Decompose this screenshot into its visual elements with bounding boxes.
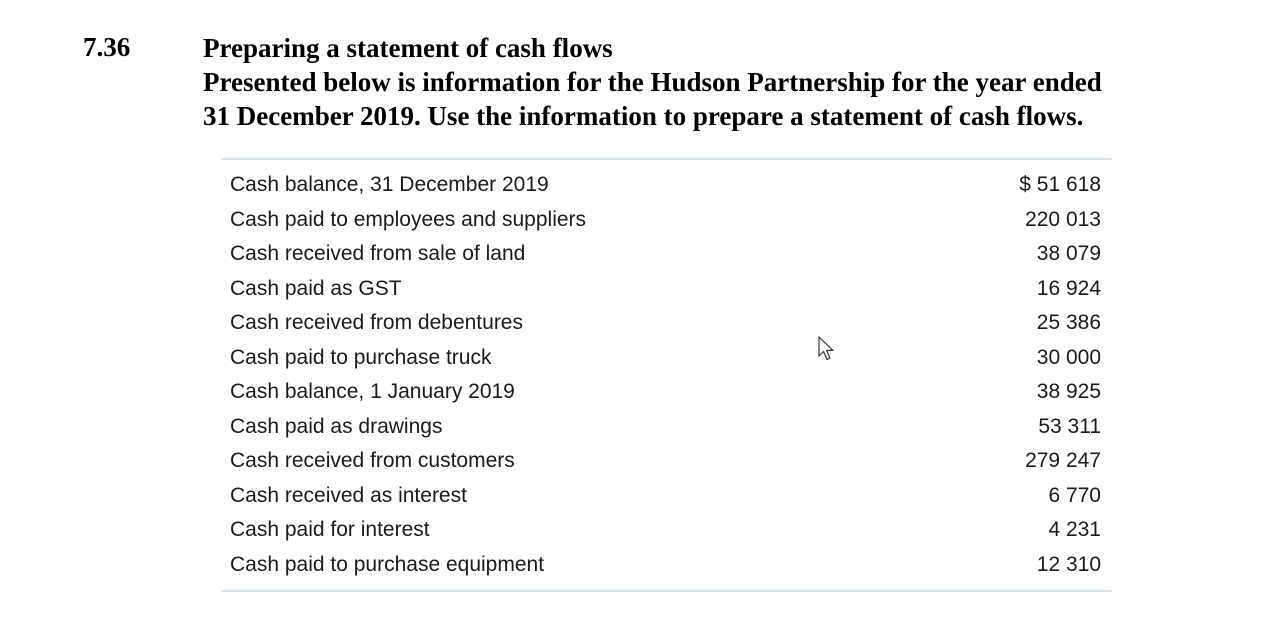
row-value: 38 925 — [1036, 380, 1101, 404]
row-value: 220 013 — [1025, 207, 1101, 231]
table-row — [221, 479, 1112, 514]
row-label: Cash paid as GST — [230, 276, 402, 300]
table-row — [221, 513, 1112, 548]
row-label: Cash paid for interest — [230, 518, 430, 542]
table-bottom-rule — [221, 590, 1112, 592]
row-value: 53 311 — [1038, 414, 1101, 438]
table-row — [221, 272, 1112, 307]
row-value: $ 51 618 — [1019, 173, 1101, 197]
table-row — [221, 375, 1112, 410]
table-rows — [221, 160, 1112, 590]
row-value: 6 770 — [1048, 483, 1101, 507]
row-label: Cash balance, 1 January 2019 — [230, 380, 515, 404]
table-row — [221, 341, 1112, 376]
table-row — [221, 306, 1112, 341]
row-value: 279 247 — [1025, 449, 1101, 473]
row-value: 12 310 — [1036, 552, 1101, 576]
problem-instruction-line-2: 31 December 2019. Use the information to prepare a statement of cash flows. — [203, 101, 1084, 131]
row-label: Cash received from customers — [230, 449, 515, 473]
row-label: Cash received from sale of land — [230, 242, 526, 266]
row-value: 30 000 — [1036, 345, 1101, 369]
mouse-pointer-icon — [817, 336, 837, 362]
row-label: Cash paid as drawings — [230, 414, 443, 438]
problem-number: 7.36 — [83, 32, 131, 62]
table-row — [221, 444, 1112, 479]
problem-heading — [203, 31, 1278, 133]
table-row — [221, 410, 1112, 445]
row-value: 25 386 — [1036, 311, 1101, 335]
table-row — [221, 203, 1112, 238]
table-row — [221, 168, 1112, 203]
row-label: Cash balance, 31 December 2019 — [230, 173, 549, 197]
cash-flow-data-table — [221, 158, 1112, 592]
problem-title: Preparing a statement of cash flows — [203, 33, 613, 63]
problem-instruction-line-1: Presented below is information for the Hudson Partnership for the year ended — [203, 67, 1102, 97]
row-label: Cash paid to purchase equipment — [230, 552, 545, 576]
row-value: 4 231 — [1048, 518, 1101, 542]
row-label: Cash paid to purchase truck — [230, 345, 492, 369]
row-label: Cash paid to employees and suppliers — [230, 207, 587, 231]
table-row — [221, 548, 1112, 583]
row-label: Cash received as interest — [230, 483, 467, 507]
row-label: Cash received from debentures — [230, 311, 523, 335]
table-row — [221, 237, 1112, 272]
row-value: 38 079 — [1036, 242, 1101, 266]
row-value: 16 924 — [1036, 276, 1101, 300]
